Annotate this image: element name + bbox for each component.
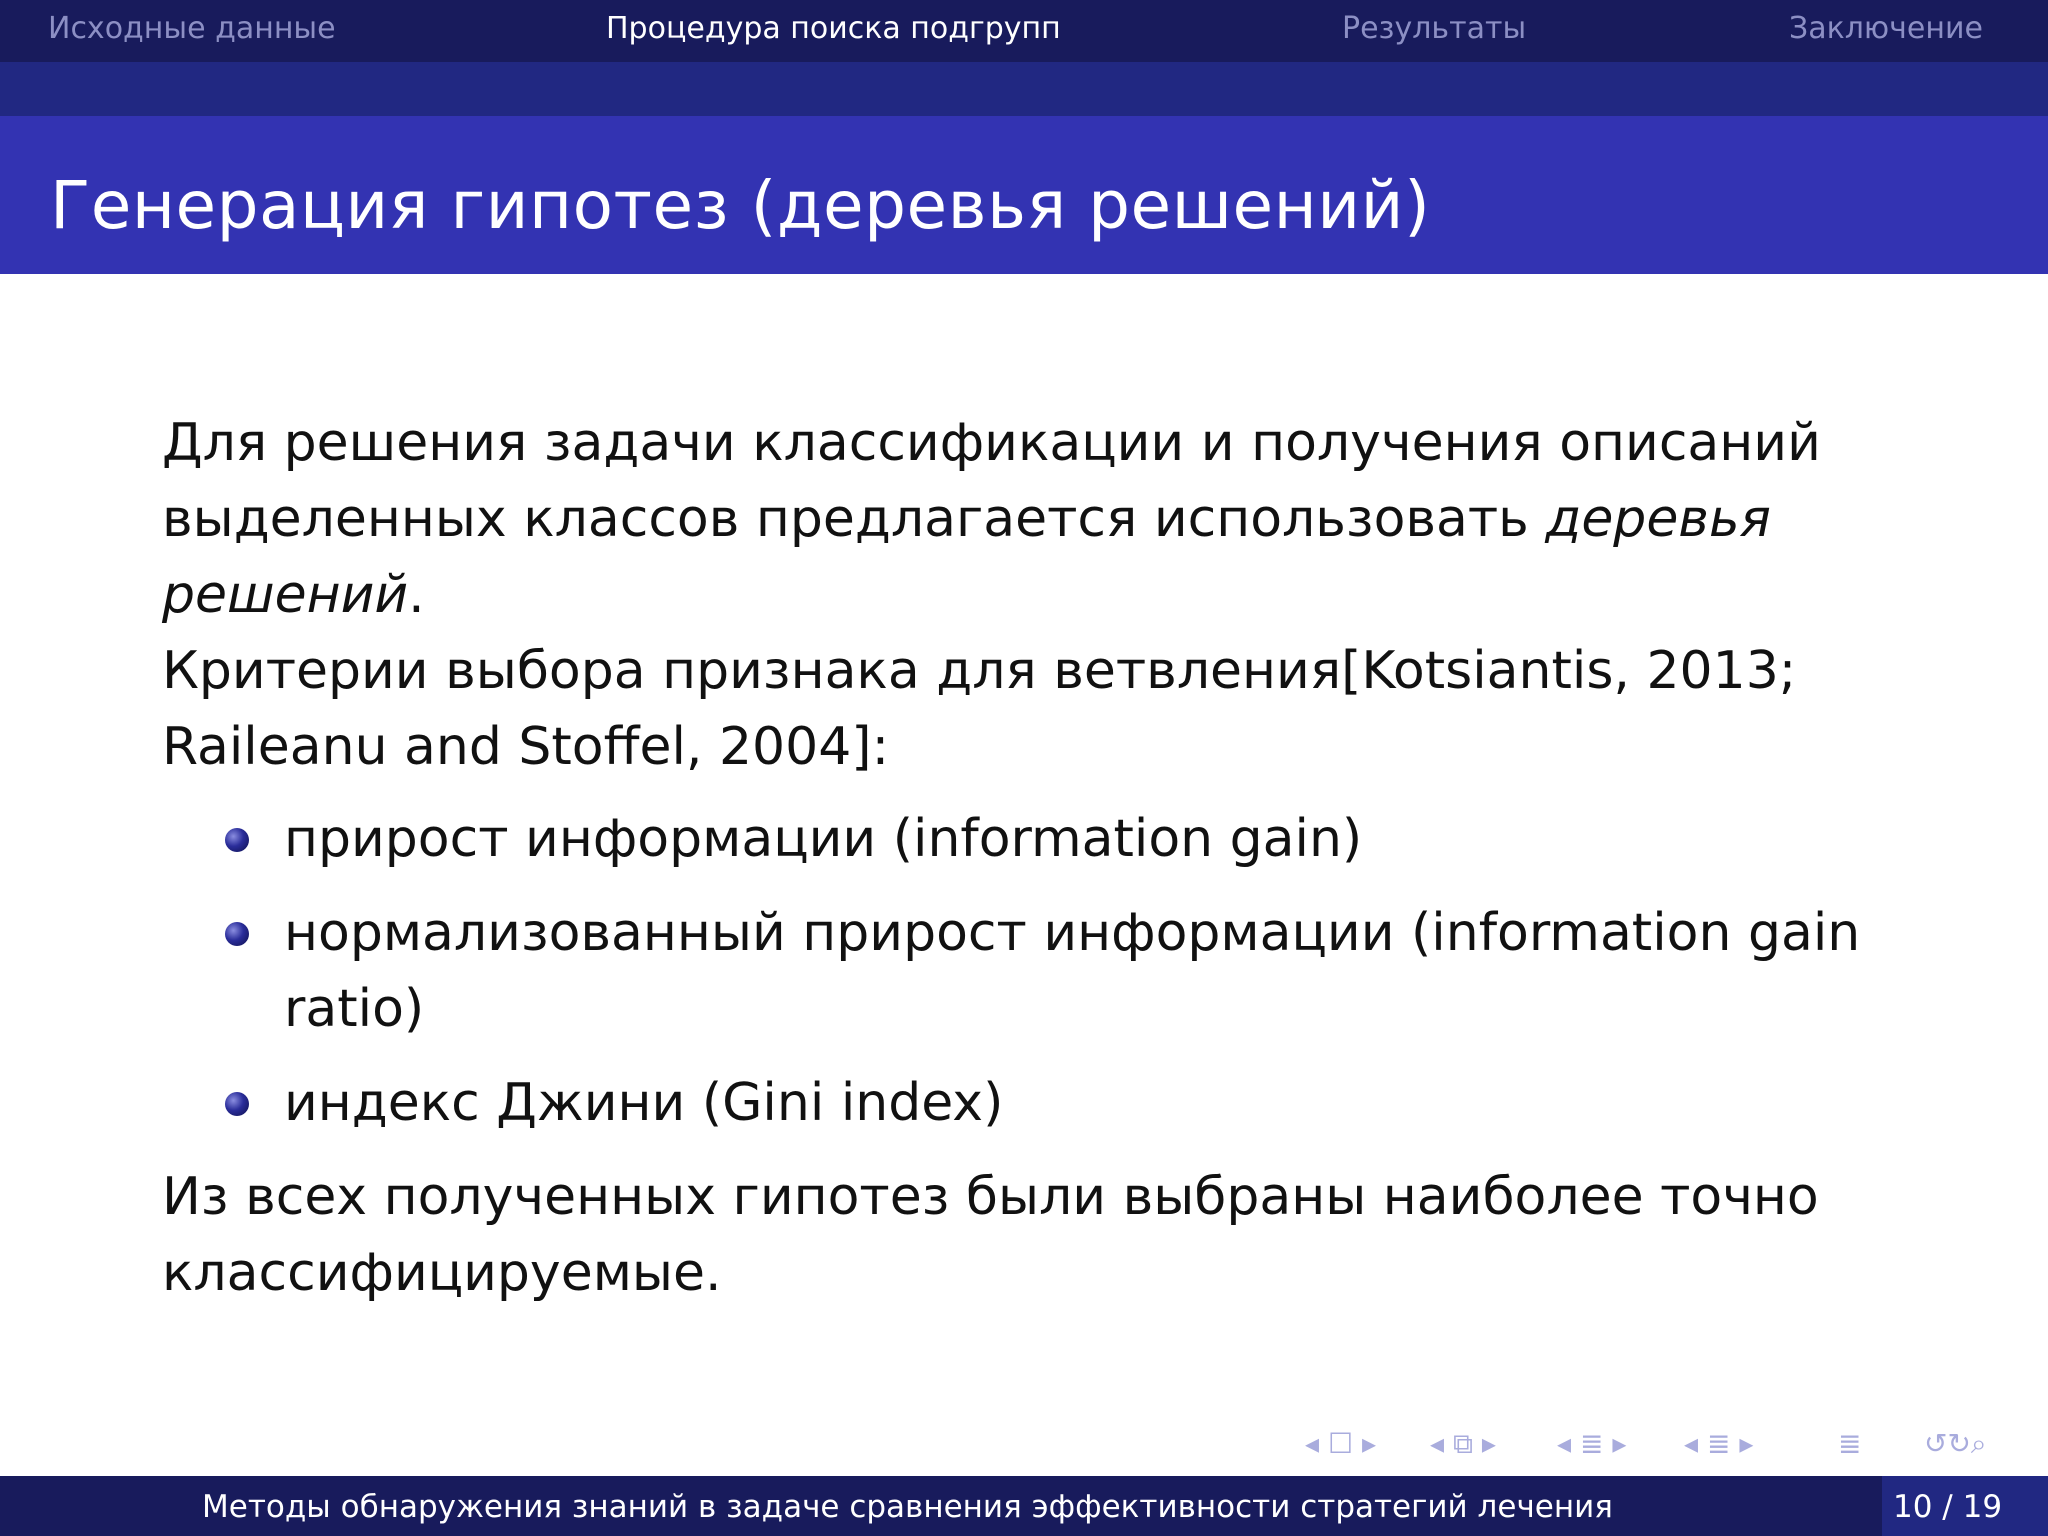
align-icon[interactable]: ≣: [1838, 1427, 1862, 1460]
search-icon[interactable]: ↺↻⌕: [1924, 1427, 1987, 1460]
list-item: [162, 801, 1942, 877]
paragraph-decision-trees: [162, 405, 1942, 633]
criteria-list: [162, 801, 1942, 1141]
paragraph-period: .: [408, 565, 425, 625]
footer-bar: [0, 1476, 2048, 1536]
slide-body: [162, 405, 1942, 1311]
paragraph-split-criteria: Критерии выбора признака для ветвления[Kotsiantis, 2013; Raileanu and Stoffel, 2004]:: [162, 641, 1797, 777]
paragraph-conclusion: Из всех полученных гипотез были выбраны наиболее точно классифицируемые.: [162, 1167, 1819, 1303]
nav-section-initial-data[interactable]: Исходные данные: [48, 11, 336, 46]
subsection-bar: [0, 62, 2048, 116]
slide-title-bar: [0, 116, 2048, 274]
slide-title: Генерация гипотез (деревья решений): [50, 167, 1431, 244]
bullet-icon: [225, 828, 249, 852]
bullet-icon: [225, 922, 249, 946]
nav-section-conclusion[interactable]: Заключение: [1789, 11, 1983, 46]
paragraph-text: Для решения задачи классификации и получения описаний выделенных классов предлагается использовать: [162, 413, 1821, 549]
section-navigation-bar: [0, 0, 2048, 62]
footer-title: Методы обнаружения знаний в задаче сравнения эффективности стратегий лечения: [202, 1489, 1613, 1525]
emphasis-decision-trees: деревья решений: [162, 489, 1771, 625]
subsection-list-nav-icon[interactable]: ◂ ≣ ▸: [1684, 1427, 1754, 1460]
list-item-text: нормализованный прирост информации (information gain ratio): [284, 903, 1861, 1039]
list-item: [162, 1065, 1942, 1141]
list-item: [162, 895, 1942, 1047]
bullet-icon: [225, 1092, 249, 1116]
subsection-nav-icon[interactable]: ◂ ⧉ ▸: [1430, 1427, 1496, 1460]
nav-section-subgroup-search[interactable]: Процедура поиска подгрупп: [606, 11, 1061, 46]
page-number: 10 / 19: [1893, 1489, 2003, 1525]
list-item-text: прирост информации (information gain): [284, 809, 1363, 869]
list-item-text: индекс Джини (Gini index): [284, 1073, 1004, 1133]
frame-nav-icon[interactable]: ◂ ☐ ▸: [1305, 1427, 1377, 1460]
nav-section-results[interactable]: Результаты: [1342, 11, 1527, 46]
section-nav-icon[interactable]: ◂ ≣ ▸: [1557, 1427, 1627, 1460]
